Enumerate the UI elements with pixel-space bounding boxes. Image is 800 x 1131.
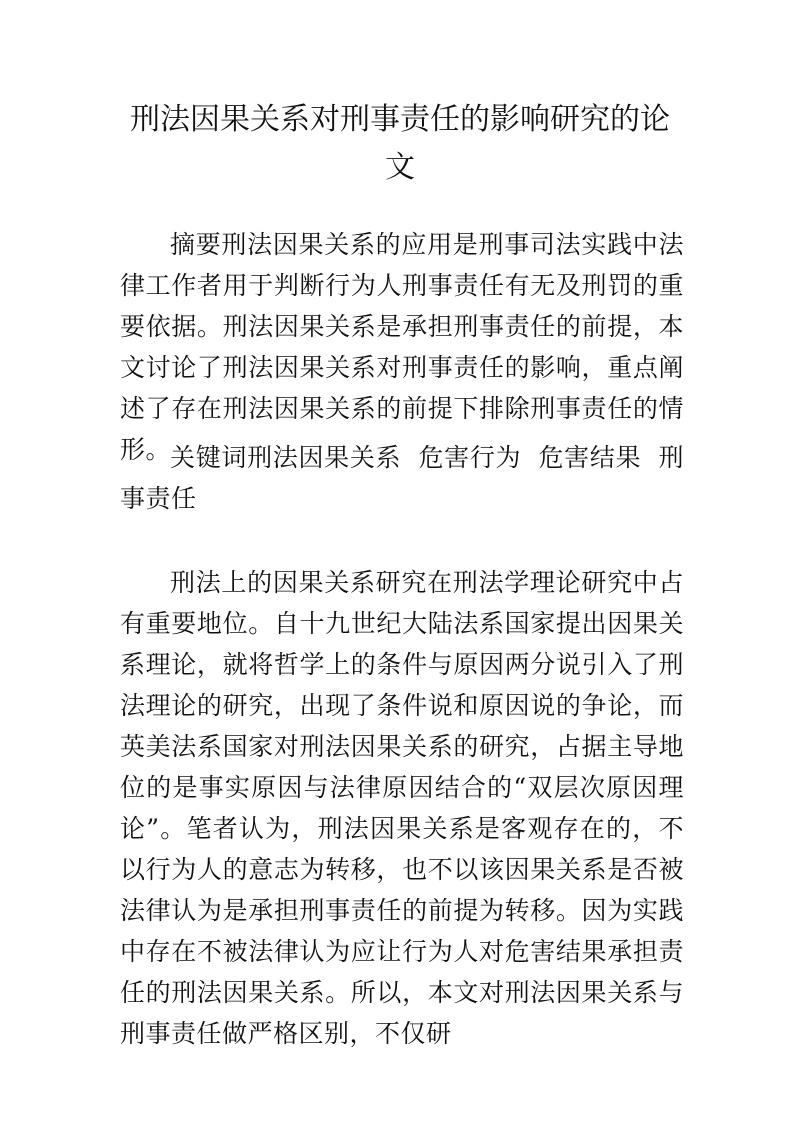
document-title: 刑法因果关系对刑事责任的影响研究的论文	[130, 102, 670, 185]
keywords-paragraph: 关键词刑法因果关系 危害行为 危害结果 刑事责任	[120, 443, 684, 513]
abstract-paragraph: 摘要刑法因果关系的应用是刑事司法实践中法律工作者用于判断行为人刑事责任有无及刑罚的重要依据。刑法因果关系是承担刑事责任的前提，本文讨论了刑法因果关系对刑事责任的影响，重点阐述了存在刑法因果关系的前提下排除刑事责任的情形。	[120, 230, 684, 464]
body-paragraph: 刑法上的因果关系研究在刑法学理论研究中占有重要地位。自十九世纪大陆法系国家提出因果关系理论，就将哲学上的条件与原因两分说引入了刑法理论的研究，出现了条件说和原因说的争论，而英美法系国家对刑法因果关系的研究，占据主导地位的是事实原因与法律原因结合的“双层次原因理论”。笔者认为，刑法因果关系是客观存在的，不以行为人的意志为转移，也不以该因果关系是否被法律认为是承担刑事责任的前提为转移。因为实践中存在不被法律认为应让行为人对危害结果承担责任的刑法因果关系。所以，本文对刑法因果关系与刑事责任做严格区别，不仅研	[120, 568, 684, 1048]
